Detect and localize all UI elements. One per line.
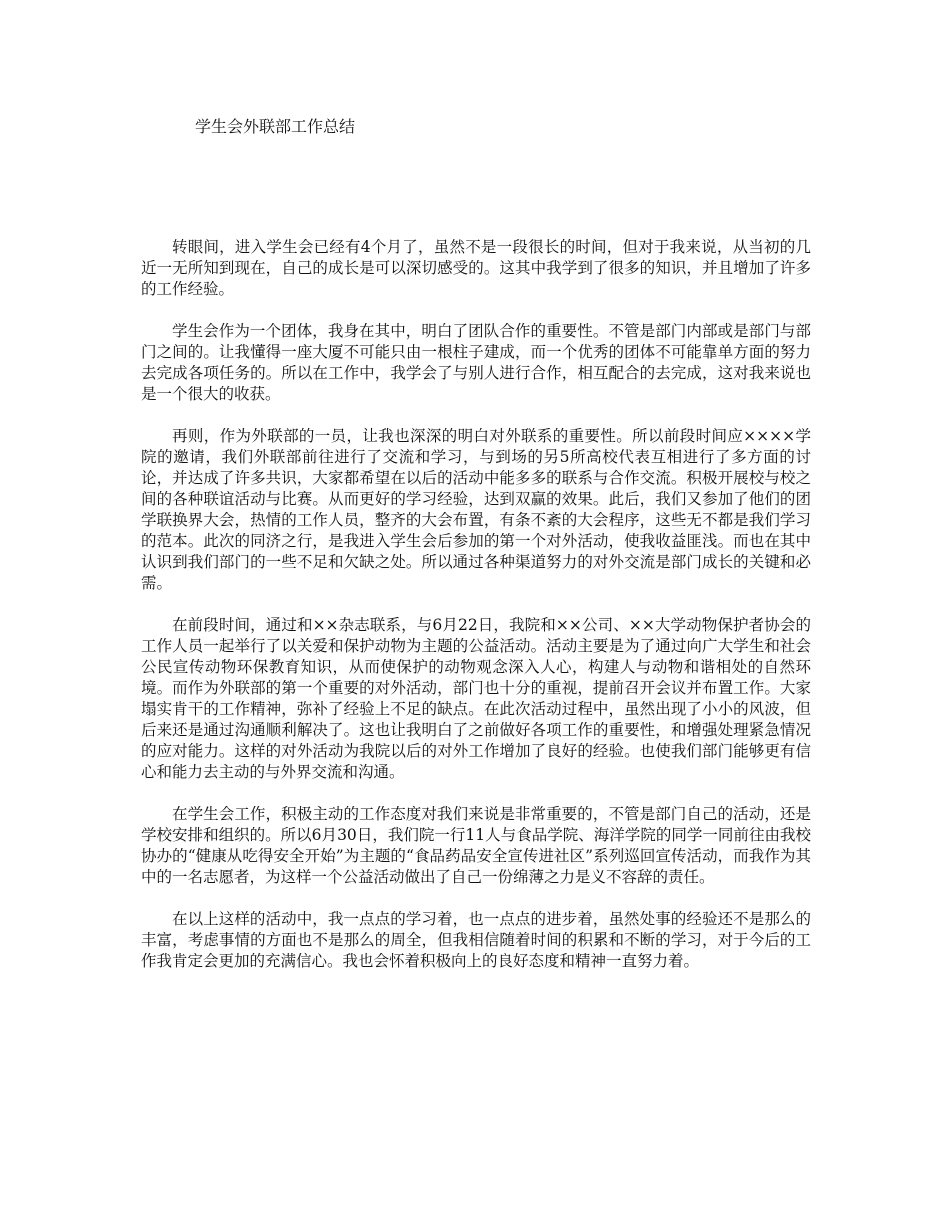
paragraph-2: 学生会作为一个团体，我身在其中，明白了团队合作的重要性。不管是部门内部或是部门与部门之间的。让我懂得一座大厦不可能只由一根柱子建成，而一个优秀的团体不可能靠单方面的努力去完成各项任务的。所以在工作中，我学会了与别人进行合作，相互配合的去完成，这对我来说也是一个很大的收获。 bbox=[141, 322, 811, 403]
paragraph-4: 在前段时间，通过和××杂志联系，与6月22日，我院和××公司、××大学动物保护者协会的工作人员一起举行了以关爱和保护动物为主题的公益活动。活动主要是为了通过向广大学生和社会公民宣传动物环保教育知识，从而使保护的动物观念深入人心，构建人与动物和谐相处的自然环境。而作为外联部的第一个重要的对外活动，部门也十分的重视，提前召开会议并布置工作。大家塌实肯干的工作精神，弥补了经验上不足的缺点。在此次活动过程中，虽然出现了小小的风波，但后来还是通过沟通顺利解决了。这也让我明白了之前做好各项工作的重要性，和增强处理紧急情况的应对能力。这样的对外活动为我院以后的对外工作增加了良好的经验。也使我们部门能够更有信心和能力去主动的与外界交流和沟通。 bbox=[141, 616, 811, 781]
paragraph-3: 再则，作为外联部的一员，让我也深深的明白对外联系的重要性。所以前段时间应××××学院的邀请，我们外联部前往进行了交流和学习，与到场的另5所高校代表互相进行了多方面的讨论，并达成了许多共识，大家都希望在以后的活动中能多多的联系与合作交流。积极开展校与校之间的各种联谊活动与比赛。从而更好的学习经验，达到双赢的效果。此后，我们又参加了他们的团学联换界大会，热情的工作人员，整齐的大会布置，有条不紊的大会程序，这些无不都是我们学习的范本。此次的同济之行，是我进入学生会后参加的第一个对外活动，使我收益匪浅。而也在其中认识到我们部门的一些不足和欠缺之处。所以通过各种渠道努力的对外交流是部门成长的关键和必需。 bbox=[141, 427, 811, 592]
paragraph-5: 在学生会工作，积极主动的工作态度对我们来说是非常重要的，不管是部门自己的活动，还是学校安排和组织的。所以6月30日，我们院一行11人与食品学院、海洋学院的同学一同前往由我校协办的“健康从吃得安全开始”为主题的“食品药品安全宣传进社区”系列巡回宣传活动，而我作为其中的一名志愿者，为这样一个公益活动做出了自己一份绵薄之力是义不容辞的责任。 bbox=[141, 805, 811, 886]
document-body bbox=[141, 237, 811, 993]
paragraph-1: 转眼间，进入学生会已经有4个月了，虽然不是一段很长的时间，但对于我来说，从当初的几近一无所知到现在，自己的成长是可以深切感受的。这其中我学到了很多的知识，并且增加了许多的工作经验。 bbox=[141, 238, 811, 298]
paragraph-6: 在以上这样的活动中，我一点点的学习着，也一点点的进步着，虽然处事的经验还不是那么的丰富，考虑事情的方面也不是那么的周全，但我相信随着时间的积累和不断的学习，对于今后的工作我肯定会更加的充满信心。我也会怀着积极向上的良好态度和精神一直努力着。 bbox=[141, 910, 811, 970]
document-title: 学生会外联部工作总结 bbox=[195, 117, 356, 136]
